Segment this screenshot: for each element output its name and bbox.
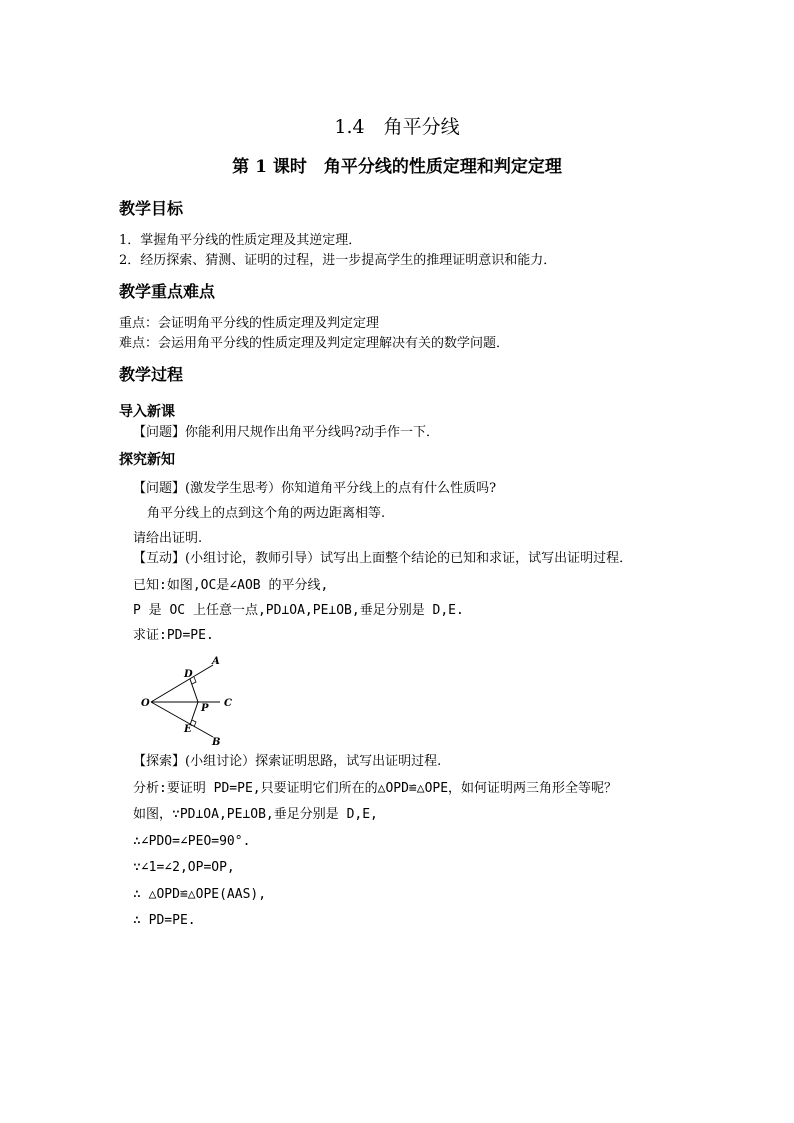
intro-question: 【问题】你能利用尺规作出角平分线吗?动手作一下． bbox=[133, 425, 439, 440]
given-line-1: 已知:如图,OC是∠AOB 的平分线, bbox=[133, 578, 329, 593]
explore-question: 【问题】(激发学生思考）你知道角平分线上的点有什么性质吗? bbox=[133, 481, 497, 496]
goal-item-1: 1．掌握角平分线的性质定理及其逆定理． bbox=[119, 233, 362, 248]
segment-pe bbox=[190, 702, 198, 725]
key-points-heading: 教学重点难点 bbox=[119, 282, 216, 301]
label-d: D bbox=[184, 669, 193, 680]
label-p: P bbox=[201, 703, 209, 714]
interaction-prompt: 【互动】(小组讨论，教师引导）试写出上面整个结论的已知和求证，试写出证明过程． bbox=[133, 551, 633, 566]
analysis-line: 分析:要证明 PD=PE,只要证明它们所在的△OPD≌△OPE，如何证明两三角形全等呢？ bbox=[133, 781, 618, 796]
label-c: C bbox=[224, 698, 232, 709]
angle-bisector-figure bbox=[137, 654, 247, 746]
property-statement: 角平分线上的点到这个角的两边距离相等. bbox=[147, 506, 386, 521]
ray-oa bbox=[151, 665, 213, 702]
key-point-focus: 重点：会证明角平分线的性质定理及判定定理 bbox=[119, 316, 380, 331]
segment-pd bbox=[190, 679, 198, 702]
label-e: E bbox=[184, 724, 192, 735]
proof-step-3: ∵∠1=∠2,OP=OP, bbox=[133, 860, 235, 875]
key-point-difficulty: 难点：会运用角平分线的性质定理及判定定理解决有关的数学问题． bbox=[119, 336, 510, 351]
proof-conclusion: ∴ PD=PE. bbox=[133, 913, 196, 928]
explore-prompt: 【探索】(小组讨论）探索证明思路，试写出证明过程. bbox=[133, 754, 442, 769]
prove-line: 求证:PD=PE. bbox=[133, 628, 214, 643]
given-line-2: P 是 OC 上任意一点,PD⊥OA,PE⊥OB,垂足分别是 D,E. bbox=[133, 603, 464, 618]
proof-step-2: ∴∠PDO=∠PEO=90°. bbox=[133, 834, 251, 849]
goal-item-2: 2．经历探索、猜测、证明的过程，进一步提高学生的推理证明意识和能力． bbox=[119, 253, 557, 268]
proof-step-1: 如图，∵PD⊥OA,PE⊥OB,垂足分别是 D,E, bbox=[133, 807, 378, 822]
proof-request: 请给出证明. bbox=[133, 531, 203, 546]
label-a: A bbox=[212, 656, 220, 667]
lesson-subtitle: 第 1 课时 角平分线的性质定理和判定定理 bbox=[232, 157, 562, 177]
label-o: O bbox=[141, 698, 150, 709]
label-b: B bbox=[212, 737, 221, 746]
process-heading: 教学过程 bbox=[119, 365, 184, 384]
proof-step-4: ∴ △OPD≌△OPE(AAS), bbox=[133, 887, 267, 902]
goals-heading: 教学目标 bbox=[119, 199, 184, 218]
page-title: 1.4 角平分线 bbox=[334, 116, 460, 138]
intro-heading: 导入新课 bbox=[119, 404, 175, 420]
explore-heading: 探究新知 bbox=[119, 452, 175, 468]
